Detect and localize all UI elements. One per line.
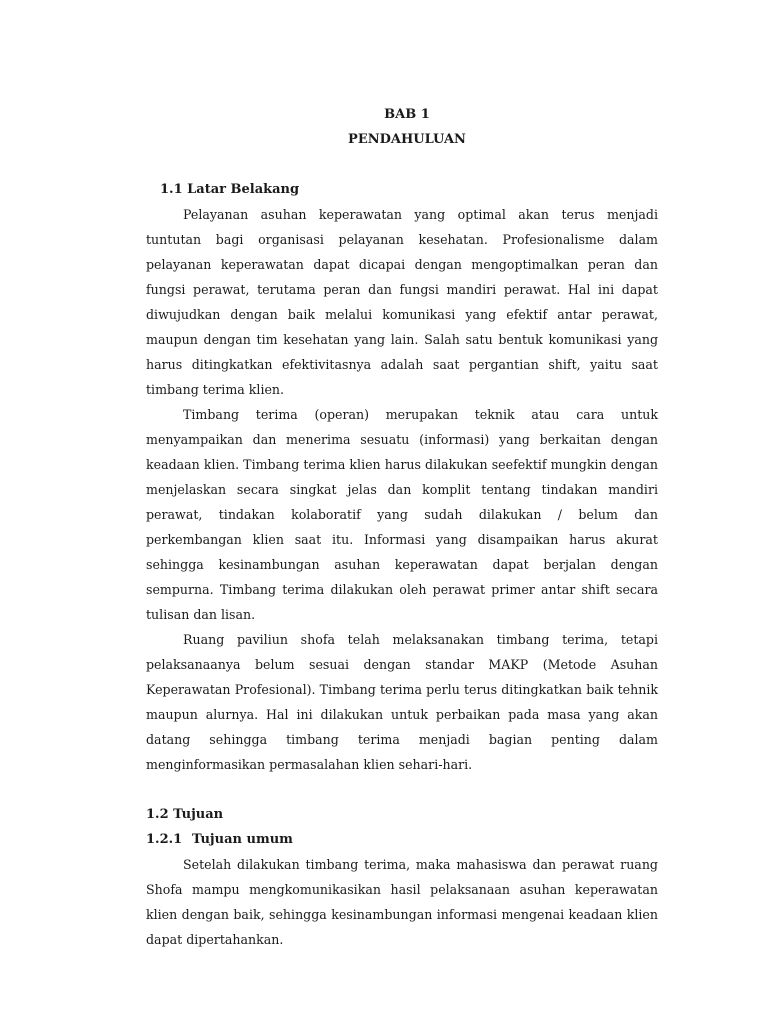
spacer (146, 152, 658, 177)
subsection-heading-tujuan-umum (146, 827, 658, 852)
paragraph-3: Ruang paviliun shofa telah melaksanakan timbang terima, tetapi pelaksanaanya belum sesuai dengan standar MAKP (Metode Asuhan Keperawatan Profesional). Timbang terima perlu terus ditingkatkan baik tehnik maupun alurnya. Hal ini dilakukan untuk perbaikan pada masa yang akan datang sehingga timbang terima menjadi bagian penting dalam menginformasikan permasalahan klien sehari-hari. (146, 632, 658, 772)
subsection-title: Tujuan umum (192, 832, 293, 847)
paragraph-1: Pelayanan asuhan keperawatan yang optimal akan terus menjadi tuntutan bagi organisasi pelayanan kesehatan. Profesionalisme dalam pelayanan keperawatan dapat dicapai dengan mengoptimalkan peran dan fungsi perawat, terutama peran dan fungsi mandiri perawat. Hal ini dapat diwujudkan dengan baik melalui komunikasi yang efektif antar perawat, maupun dengan tim kesehatan yang lain. Salah satu bentuk komunikasi yang harus ditingkatkan efektivitasnya adalah saat pergantian shift, yaitu saat timbang terima klien. (146, 207, 658, 397)
spacer (146, 777, 658, 802)
paragraph-tujuan-umum: Setelah dilakukan timbang terima, maka mahasiswa dan perawat ruang Shofa mampu mengkomunikasikan hasil pelaksanaan asuhan keperawatan klien dengan baik, sehingga kesinambungan informasi mengenai keadaan klien dapat dipertahankan. (146, 857, 658, 947)
subsection-number: 1.2.1 (146, 832, 183, 847)
paragraph-2: Timbang terima (operan) merupakan teknik atau cara untuk menyampaikan dan menerima sesuatu (informasi) yang berkaitan dengan keadaan klien. Timbang terima klien harus dilakukan seefektif mungkin dengan menjelaskan secara singkat jelas dan komplit tentang tindakan mandiri perawat, tindakan kolaboratif yang sudah dilakukan / belum dan perkembangan klien saat itu. Informasi yang disampaikan harus akurat sehingga kesinambungan asuhan keperawatan dapat berjalan dengan sempurna. Timbang terima dilakukan oleh perawat primer antar shift secara tulisan dan lisan. (146, 407, 658, 622)
chapter-title: PENDAHULUAN (348, 132, 466, 147)
chapter-number: BAB 1 (384, 107, 430, 122)
page-content (146, 98, 658, 952)
section-heading-latar-belakang: 1.1 Latar Belakang (160, 182, 300, 197)
section-heading-tujuan: 1.2 Tujuan (146, 807, 224, 822)
